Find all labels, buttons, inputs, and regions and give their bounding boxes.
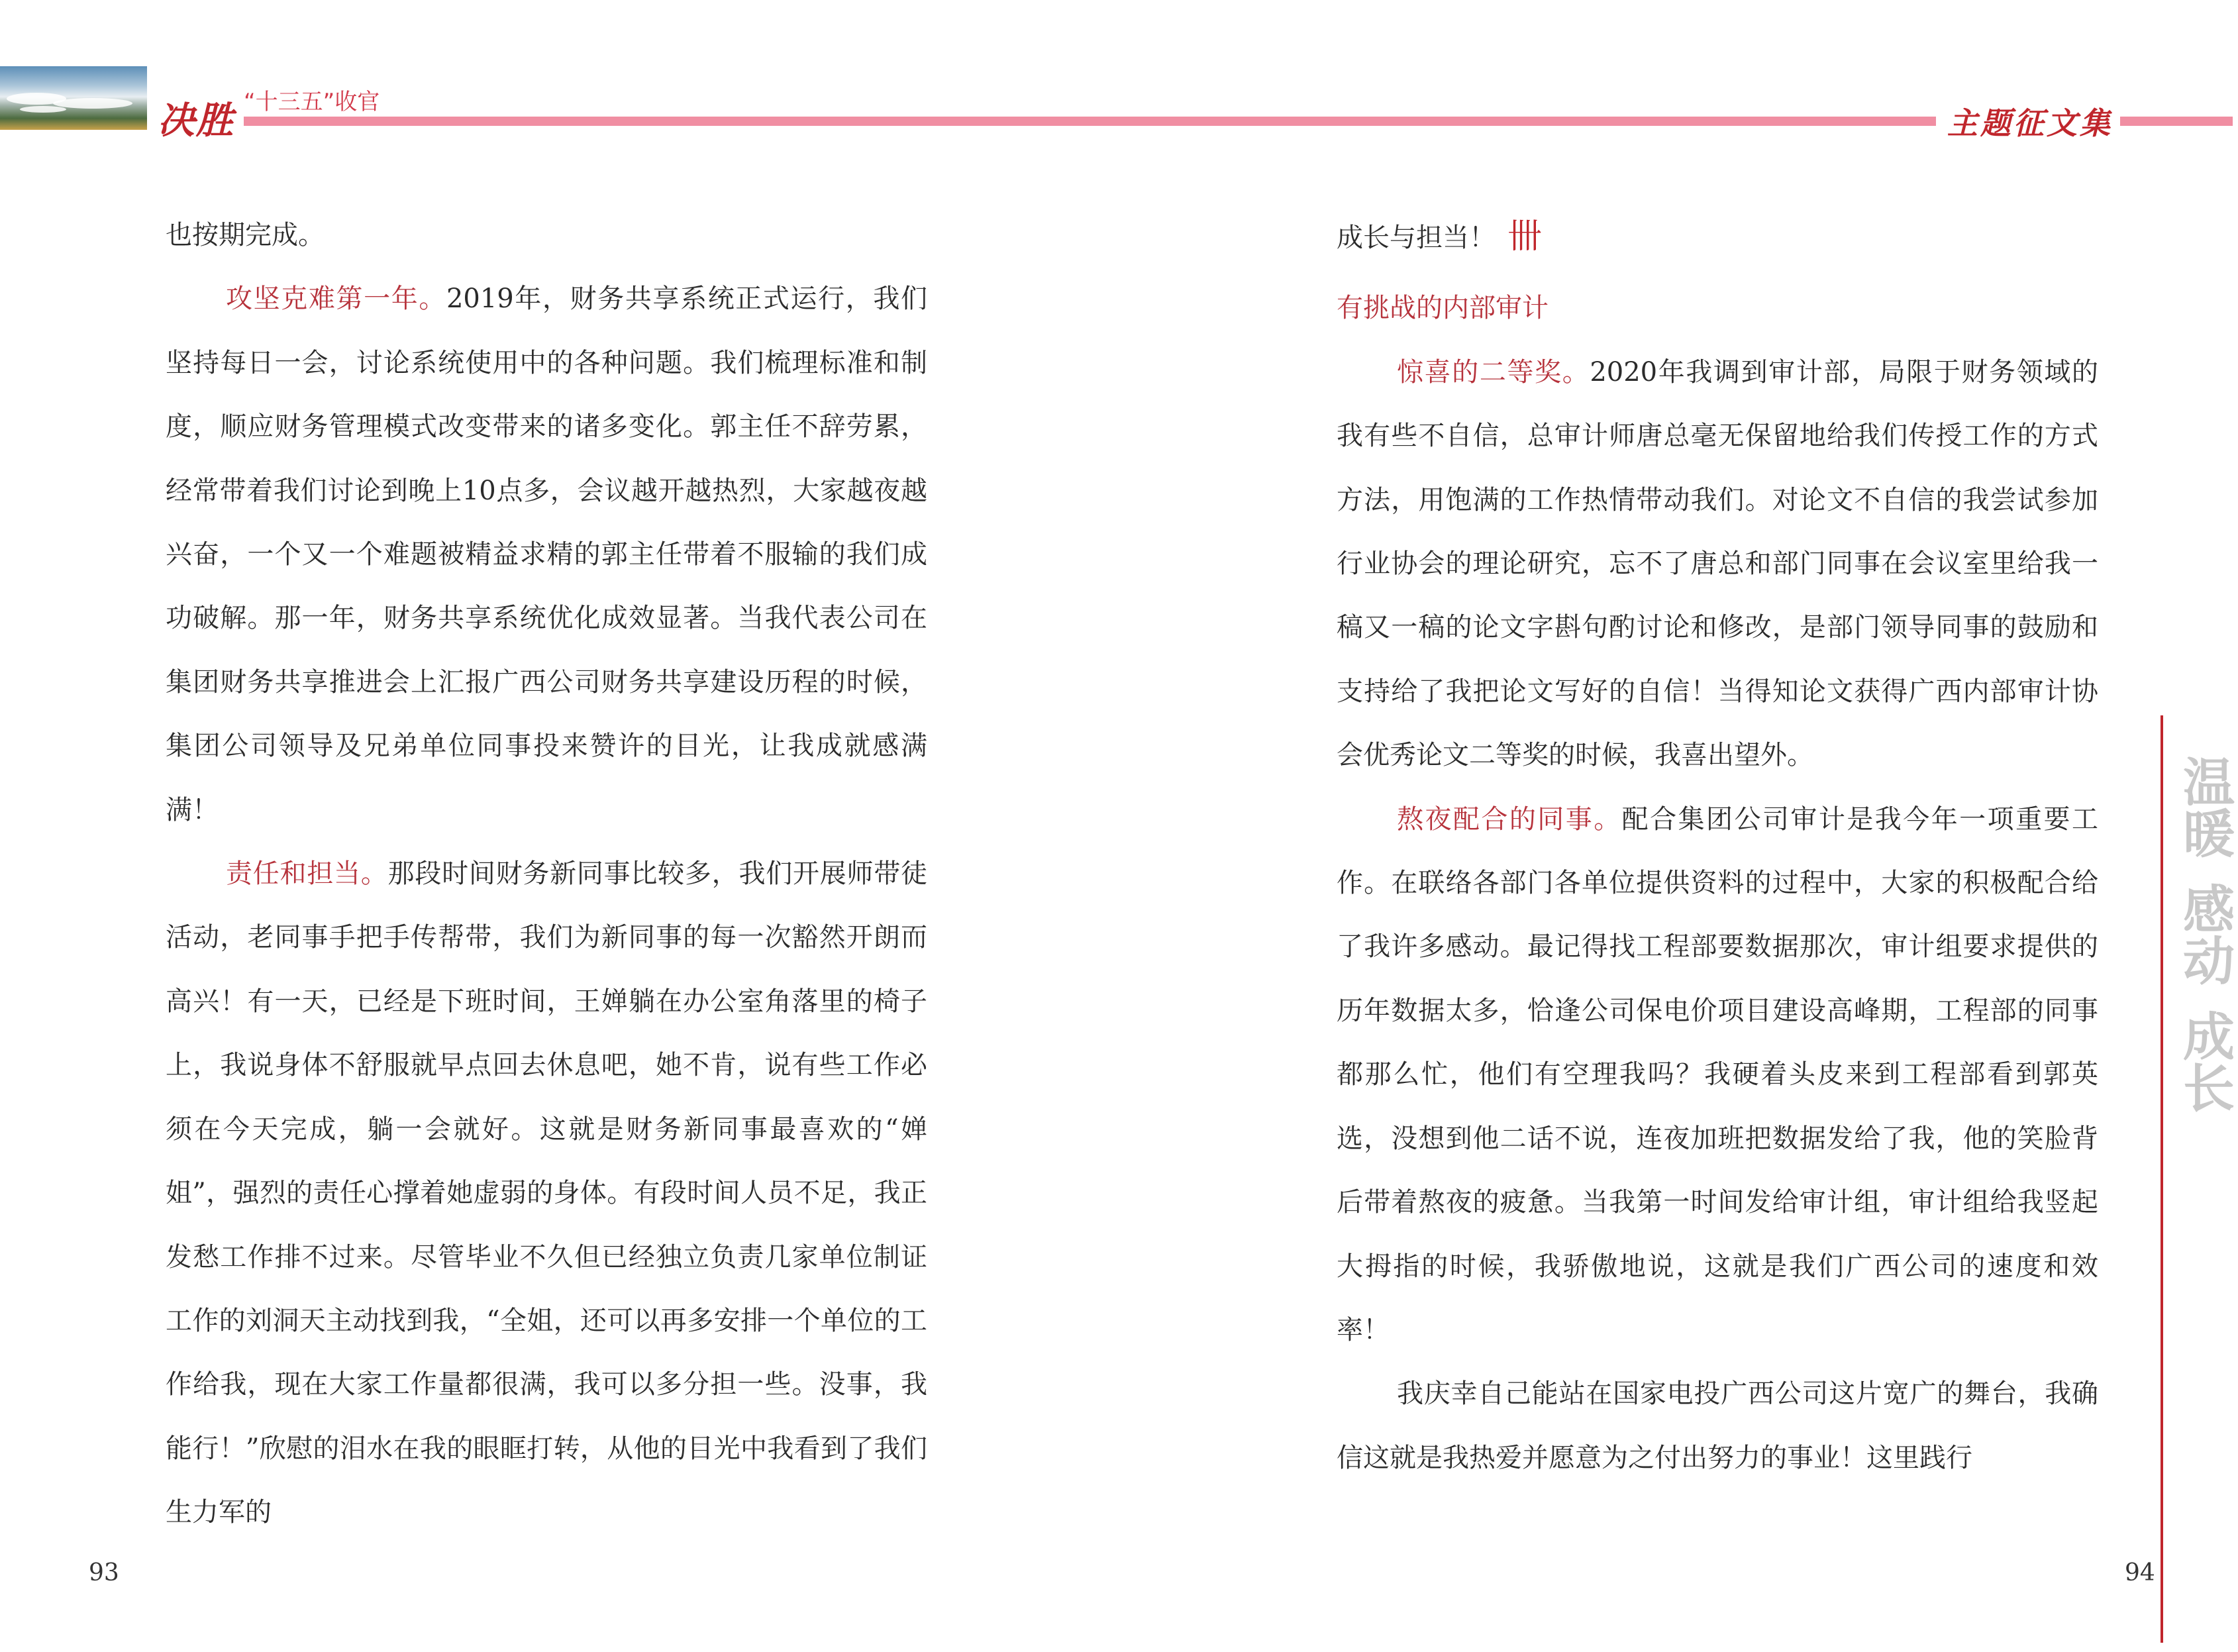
header-rule-right bbox=[2120, 117, 2233, 126]
right-opening-line bbox=[1337, 203, 2098, 270]
paragraph-lead: 攻坚克难第一年。 bbox=[226, 284, 446, 315]
end-mark-icon: 卌 bbox=[1507, 217, 1543, 256]
side-word-3: 成长 bbox=[2174, 1009, 2234, 1113]
right-paragraph-3 bbox=[1337, 1362, 2098, 1490]
paragraph-text: 我庆幸自己能站在国家电投广西公司这片宽广的舞台，我确信这就是我热爱并愿意为之付出努力的事业！这里践行 bbox=[1337, 1378, 2098, 1473]
opening-text: 成长与担当！ bbox=[1337, 223, 1496, 253]
header-rule-left bbox=[244, 117, 1936, 126]
left-paragraph-2 bbox=[166, 267, 927, 842]
page-number-left: 93 bbox=[89, 1559, 119, 1586]
brand-logo: 决胜 bbox=[158, 99, 234, 142]
left-page-column bbox=[166, 203, 927, 1545]
paragraph-lead: 惊喜的二等奖。 bbox=[1397, 356, 1590, 387]
header-subtitle: “十三五”收官 bbox=[244, 89, 380, 115]
side-word-2: 感动 bbox=[2174, 882, 2234, 986]
paragraph-text: 2019年，财务共享系统正式运行，我们坚持每日一会，讨论系统使用中的各种问题。我们梳理标准和制度，顺应财务管理模式改变带来的诸多变化。郭主任不辞劳累，经常带着我们讨论到晚上10点多，会议越开越热烈，大家越夜越兴奋，一个又一个难题被精益求精的郭主任带着不服输的我们成功破解。那一年，财务共享系统优化成效显著。当我代表公司在集团财务共享推进会上汇报广西公司财务共享建设历程的时候，集团公司领导及兄弟单位同事投来赞许的目光，让我成就感满满！ bbox=[166, 284, 928, 825]
paragraph-text: 配合集团公司审计是我今年一项重要工作。在联络各部门各单位提供资料的过程中，大家的积极配合给了我许多感动。最记得找工程部要数据那次，审计组要求提供的历年数据太多，恰逢公司保电价项目建设高峰期，工程部的同事都那么忙，他们有空理我吗？我硬着头皮来到工程部看到郭英选，没想到他二话不说，连夜加班把数据发给了我，他的笑脸背后带着熬夜的疲惫。当我第一时间发给审计组，审计组给我竖起大拇指的时候，我骄傲地说，这就是我们广西公司的速度和效率！ bbox=[1337, 803, 2099, 1345]
collection-title: 主题征文集 bbox=[1947, 105, 2113, 141]
paragraph-text: 那段时间财务新同事比较多，我们开展师带徒活动，老同事手把手传帮带，我们为新同事的每一次豁然开朗而高兴！有一天，已经是下班时间，王婵躺在办公室角落里的椅子上，我说身体不舒服就早点回去休息吧，她不肯，说有些工作必须在今天完成，躺一会就好。这就是财务新同事最喜欢的“婵姐”，强烈的责任心撑着她虚弱的身体。有段时间人员不足，我正发愁工作排不过来。尽管毕业不久但已经独立负责几家单位制证工作的刘洞天主动找到我，“全姐，还可以再多安排一个单位的工作给我，现在大家工作量都很满，我可以多分担一些。没事，我能行！”欣慰的泪水在我的眼眶打转，从他的目光中我看到了我们生力军的 bbox=[166, 858, 928, 1528]
right-paragraph-2 bbox=[1337, 788, 2098, 1363]
header-landscape-photo bbox=[0, 66, 147, 130]
paragraph-lead: 熬夜配合的同事。 bbox=[1397, 803, 1622, 835]
side-vertical-label bbox=[2174, 755, 2234, 1113]
section-heading: 有挑战的内部审计 bbox=[1337, 293, 1549, 324]
left-paragraph-1 bbox=[166, 203, 927, 267]
paragraph-lead: 责任和担当。 bbox=[226, 858, 388, 890]
paragraph-text: 2020年我调到审计部，局限于财务领域的我有些不自信，总审计师唐总毫无保留地给我们传授工作的方式方法，用饱满的工作热情带动我们。对论文不自信的我尝试参加行业协会的理论研究，忘不了唐总和部门同事在会议室里给我一稿又一稿的论文字斟句酌讨论和修改，是部门领导同事的鼓励和支持给了我把论文写好的自信！当得知论文获得广西内部审计协会优秀论文二等奖的时候，我喜出望外。 bbox=[1337, 356, 2099, 771]
right-page-column bbox=[1337, 203, 2098, 1490]
side-vertical-rule bbox=[2161, 715, 2163, 1643]
left-paragraph-3 bbox=[166, 842, 927, 1544]
paragraph-text: 也按期完成。 bbox=[166, 220, 325, 250]
side-word-1: 温暖 bbox=[2174, 755, 2234, 858]
right-paragraph-1 bbox=[1337, 340, 2098, 788]
page-number-right: 94 bbox=[2125, 1559, 2155, 1586]
